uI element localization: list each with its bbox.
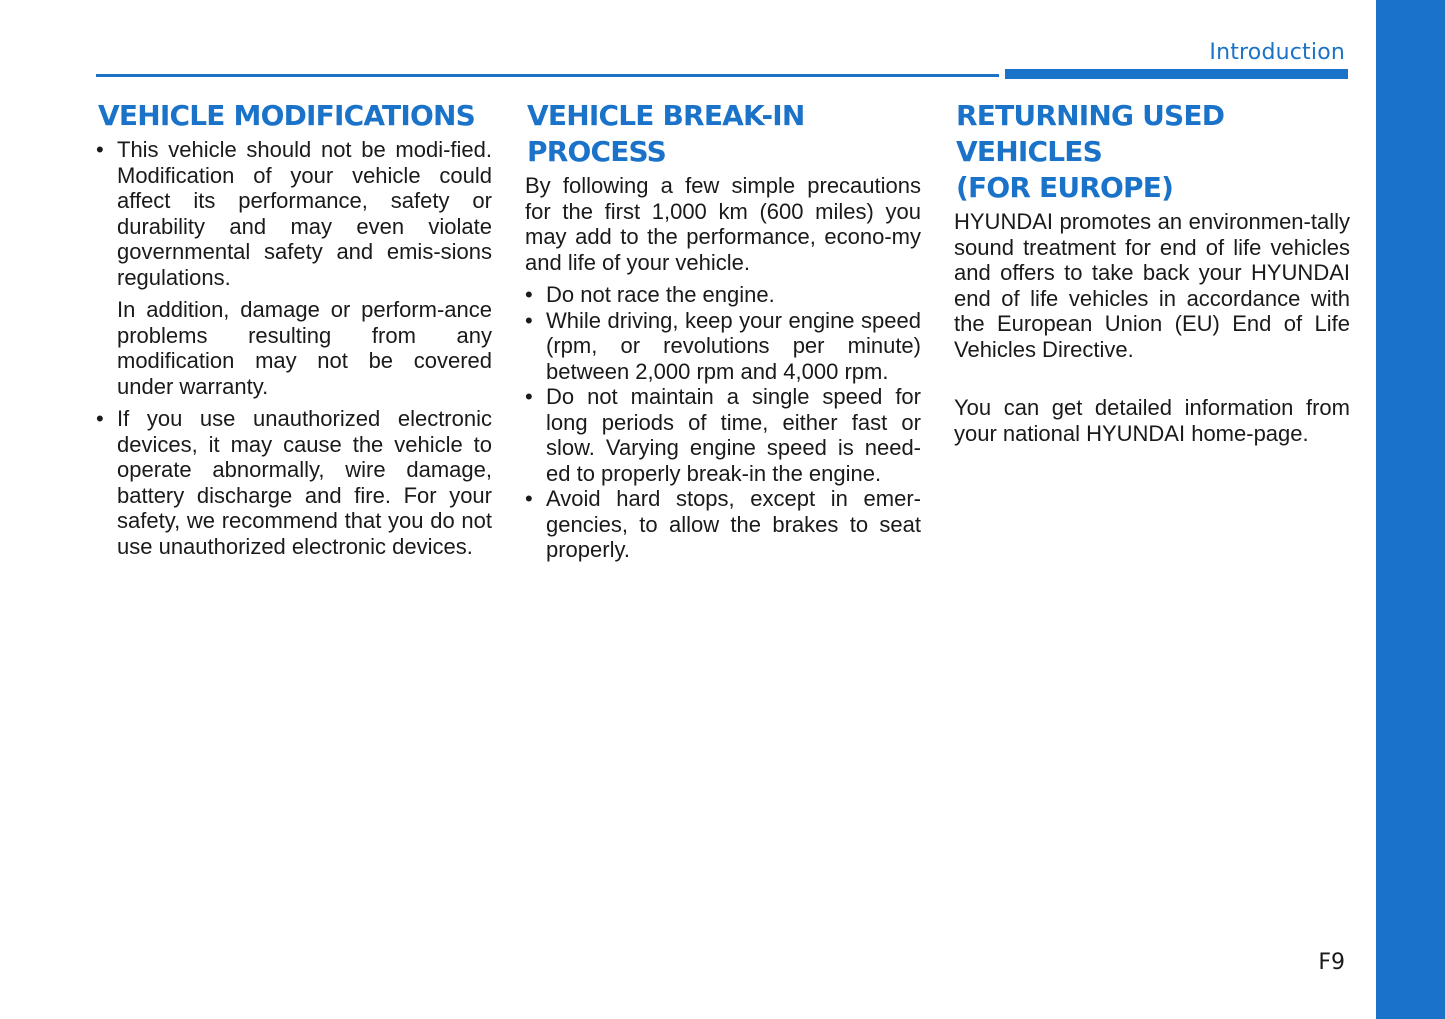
side-tab-bar xyxy=(1376,0,1445,1019)
heading-vehicle-modifications: VEHICLE MODIFICATIONS xyxy=(98,99,475,132)
list-item xyxy=(525,384,921,486)
bullet-icon: • xyxy=(525,384,533,409)
bullet-icon: • xyxy=(525,307,533,333)
bullet-text: If you use unauthorized electronic devices, it may cause the vehicle to operate abnormally, wire damage, battery discharge and fire. For your safety, we recommend that you do not use unauthorized electronic devices. xyxy=(117,406,492,559)
modifications-list xyxy=(96,137,492,559)
bullet-icon: • xyxy=(96,137,104,162)
header-rule-accent xyxy=(1005,69,1348,79)
break-in-intro: By following a few simple precautions for the first 1,000 km (600 miles) you may add to the performance, econo-my and life of your vehicle. xyxy=(525,173,921,275)
column-returning-vehicles xyxy=(954,98,1350,446)
bullet-text: This vehicle should not be modi-fied. Modification of your vehicle could affect its performance, safety or durability and may even violate governmental safety and emis-sions regulations. xyxy=(117,137,492,290)
bullet-text-continued: In addition, damage or perform-ance problems resulting from any modification may not be covered under warranty. xyxy=(117,297,492,399)
page-number: F9 xyxy=(1318,950,1345,975)
list-item xyxy=(525,486,921,563)
bullet-icon: • xyxy=(525,282,533,307)
break-in-list xyxy=(525,282,921,563)
list-item xyxy=(96,137,492,399)
column-break-in xyxy=(525,98,921,563)
section-title: Introduction xyxy=(1209,40,1345,65)
bullet-text: Do not race the engine. xyxy=(546,282,775,307)
returning-paragraph-1: HYUNDAI promotes an environmen-tally sound treatment for end of life vehicles and offers to take back your HYUNDAI end of life vehicles in accordance with the European Union (EU) End of Life Vehicles Directive. xyxy=(954,209,1350,362)
bullet-icon: • xyxy=(96,406,104,431)
bullet-text: While driving, keep your engine speed (rpm, or revolutions per minute) between 2,000 rpm and 4,000 rpm. xyxy=(546,307,921,384)
bullet-text: Avoid hard stops, except in emer-gencies, to allow the brakes to seat properly. xyxy=(546,486,921,562)
bullet-icon: • xyxy=(525,486,533,511)
column-vehicle-modifications xyxy=(96,98,492,566)
list-item xyxy=(525,308,921,385)
heading-break-in: VEHICLE BREAK-IN PROCESS xyxy=(527,99,805,168)
bullet-text: Do not maintain a single speed for long periods of time, either fast or slow. Varying engine speed is need-ed to properly break-in the engine. xyxy=(546,384,921,486)
heading-returning-vehicles: RETURNING USED VEHICLES (FOR EUROPE) xyxy=(956,99,1225,204)
header-rule xyxy=(96,74,999,77)
list-item xyxy=(96,406,492,559)
returning-paragraph-2: You can get detailed information from your national HYUNDAI home-page. xyxy=(954,395,1350,446)
list-item xyxy=(525,282,921,308)
